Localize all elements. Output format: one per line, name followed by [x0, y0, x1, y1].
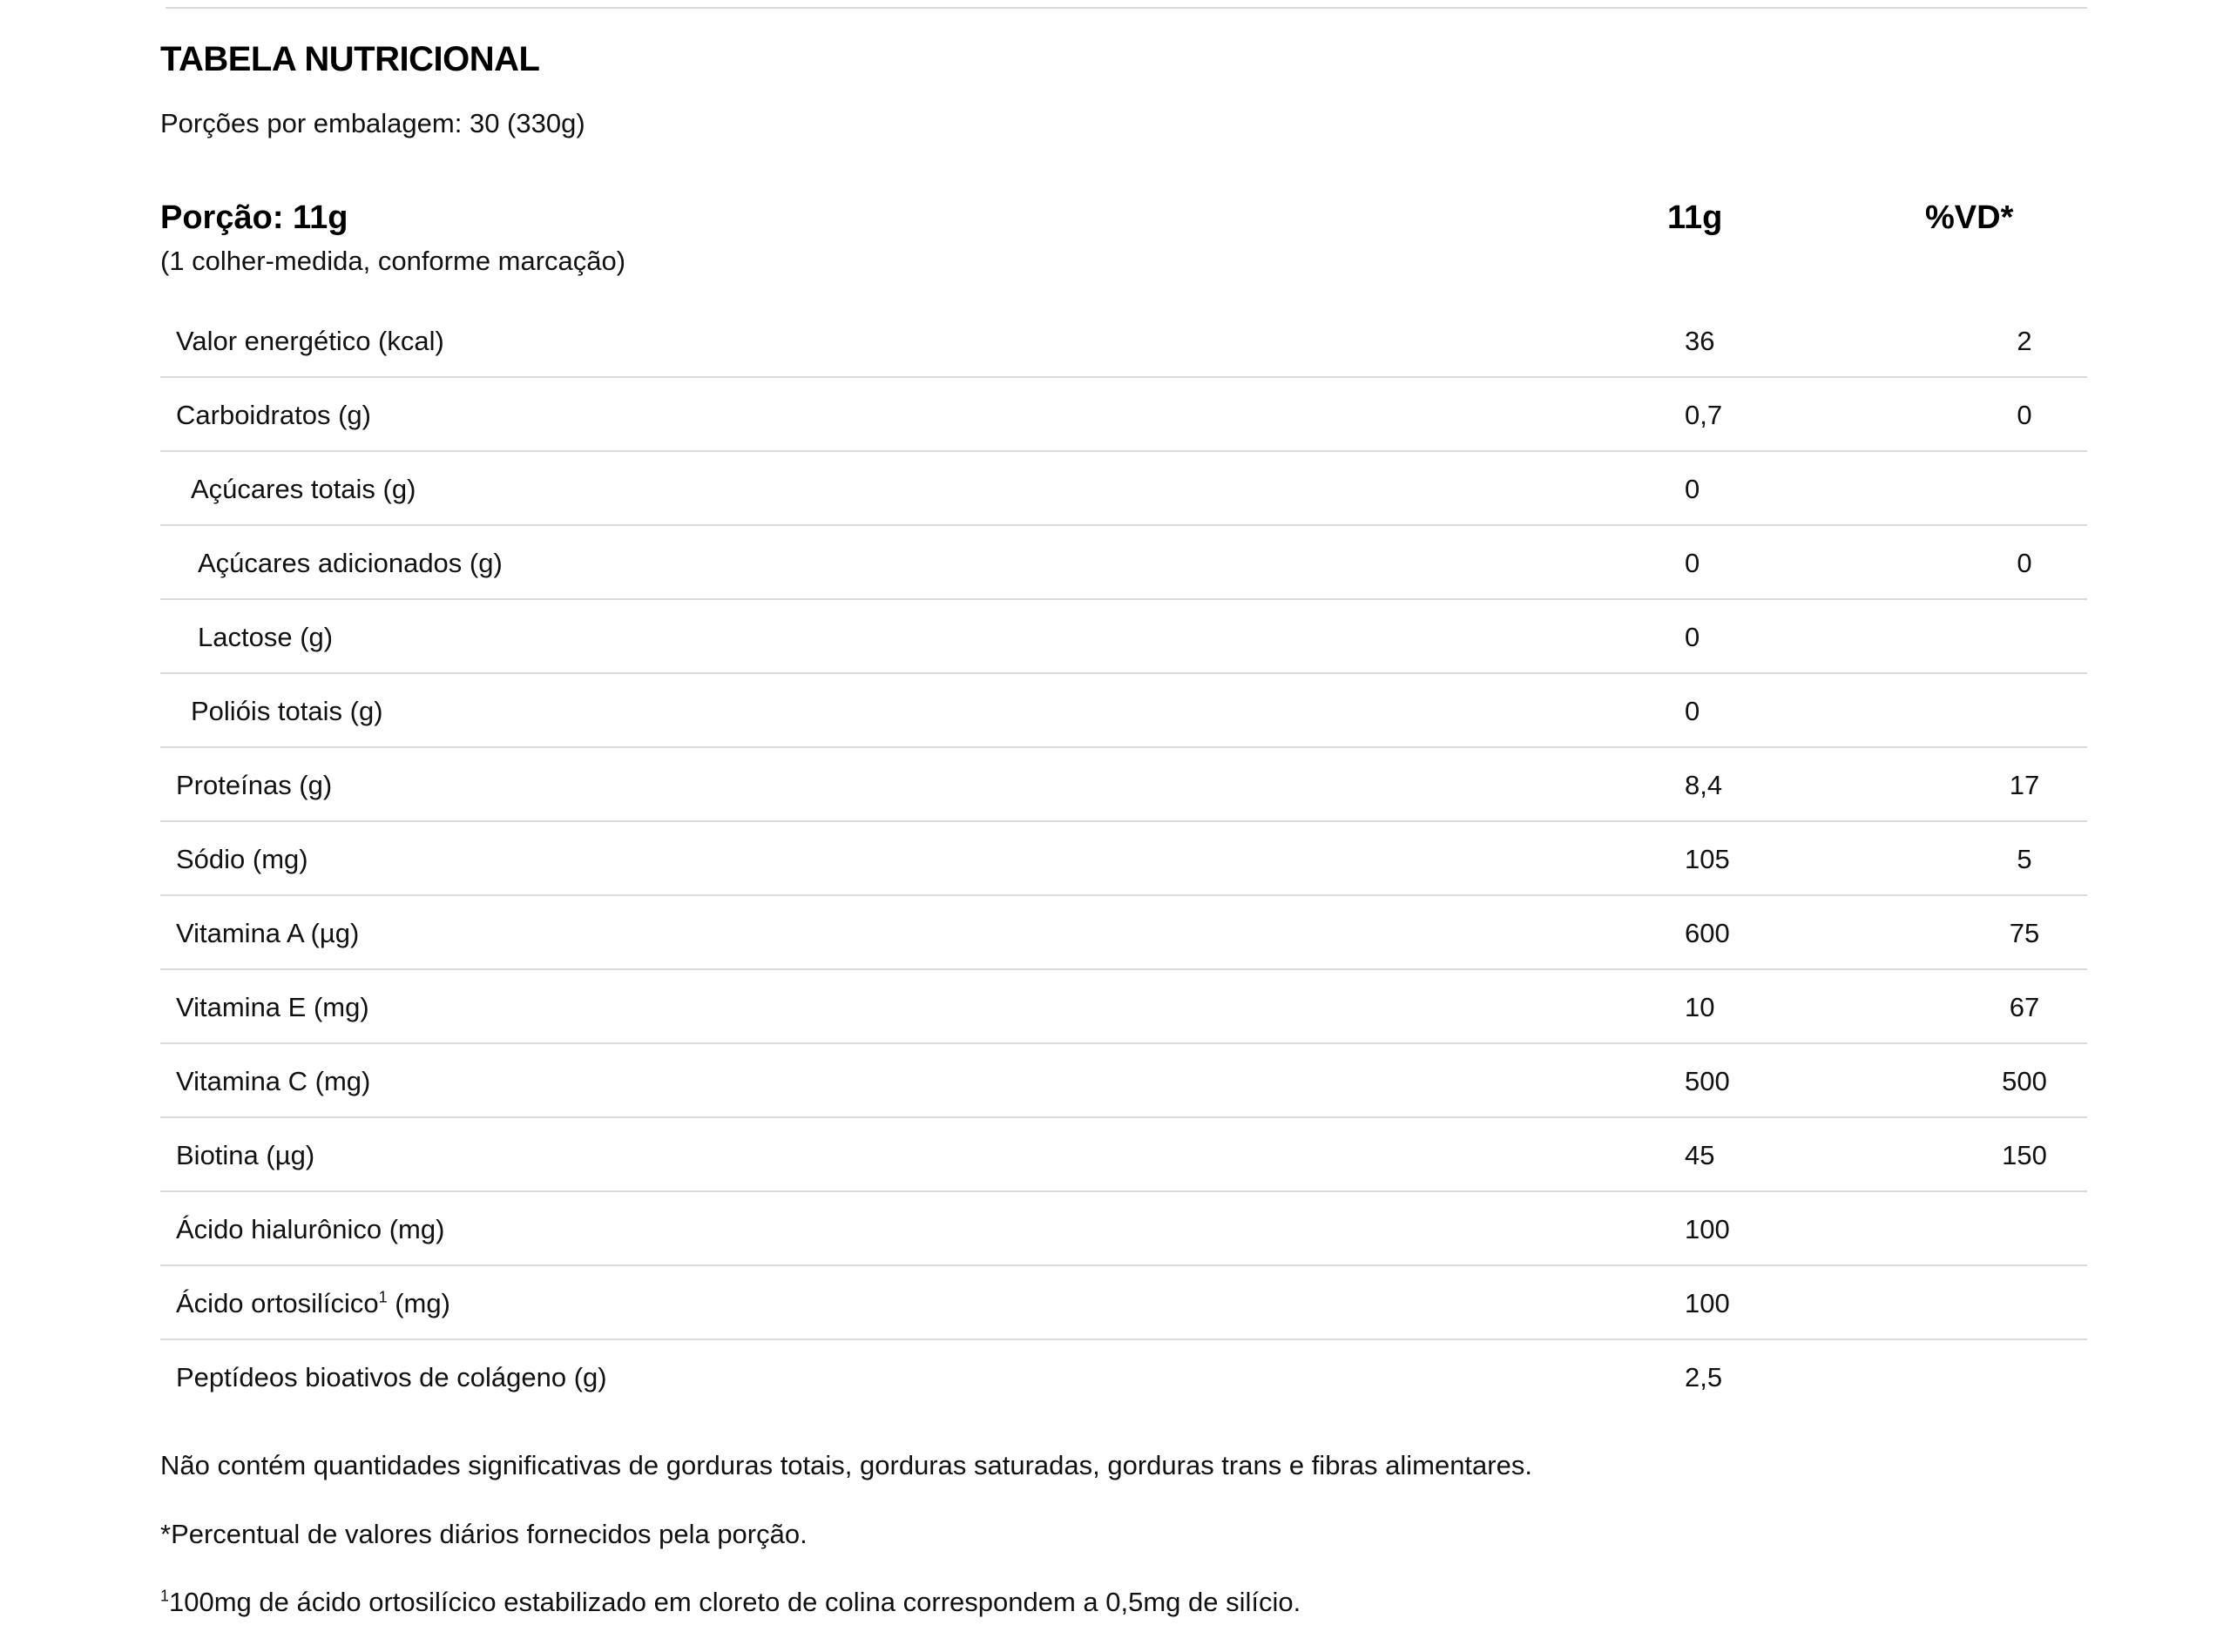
nutrient-amount: 600 [1685, 918, 1730, 948]
nutrient-amount: 500 [1685, 1066, 1730, 1096]
nutrient-name: Açúcares adicionados (g) [198, 548, 503, 578]
nutrient-amount: 0 [1685, 474, 1700, 504]
top-divider [166, 7, 2087, 9]
nutrient-amount: 0,7 [1685, 400, 1723, 430]
nutrient-amount: 0 [1685, 548, 1700, 578]
nutrient-daily-value: 75 [2009, 918, 2040, 948]
footnote-silicon [160, 1585, 1301, 1620]
portion-label: Porção: 11g [160, 199, 348, 236]
nutrient-name: Açúcares totais (g) [191, 474, 416, 504]
nutrient-amount: 100 [1685, 1214, 1730, 1244]
table-row [160, 970, 2087, 1044]
portion-note: (1 colher-medida, conforme marcação) [160, 246, 626, 276]
nutrient-name: Lactose (g) [198, 622, 334, 652]
table-row [160, 1044, 2087, 1118]
nutrient-name: Sódio (mg) [176, 844, 308, 874]
nutrient-daily-value: 150 [2002, 1140, 2047, 1170]
table-row [160, 1192, 2087, 1266]
table-row [160, 452, 2087, 526]
nutrient-name: Vitamina A (µg) [176, 918, 360, 948]
table-row [160, 304, 2087, 378]
table-row [160, 822, 2087, 896]
nutrient-daily-value: 17 [2009, 770, 2040, 800]
nutrient-name: Ácido hialurônico (mg) [176, 1214, 445, 1244]
nutrient-amount: 45 [1685, 1140, 1715, 1170]
nutrient-name: Vitamina C (mg) [176, 1066, 371, 1096]
footnote-marker: 1 [160, 1587, 170, 1605]
table-row [160, 378, 2087, 452]
nutrient-name: Polióis totais (g) [191, 696, 383, 726]
table-row [160, 1340, 2087, 1414]
nutrient-name-text: Ácido ortosilícico [176, 1288, 379, 1318]
table-title: TABELA NUTRICIONAL [160, 40, 540, 78]
table-row [160, 526, 2087, 600]
table-row [160, 1266, 2087, 1340]
table-row [160, 748, 2087, 822]
footnote-daily-value: *Percentual de valores diários fornecidos pela porção. [160, 1519, 808, 1549]
nutrient-name: Peptídeos bioativos de colágeno (g) [176, 1362, 607, 1392]
table-row [160, 1118, 2087, 1192]
nutrient-name: Biotina (µg) [176, 1140, 315, 1170]
nutrient-daily-value: 5 [2017, 844, 2032, 874]
footnote-silicon-text: 100mg de ácido ortosilícico estabilizado em cloreto de colina correspondem a 0,5mg de silício. [169, 1587, 1301, 1617]
nutrient-unit: (mg) [387, 1288, 450, 1318]
column-header-daily-value: %VD* [1925, 199, 2014, 236]
column-header-amount: 11g [1667, 199, 1723, 236]
nutrient-name [176, 1266, 450, 1340]
nutrient-name: Proteínas (g) [176, 770, 333, 800]
table-row [160, 600, 2087, 674]
table-row [160, 674, 2087, 748]
nutrient-amount: 105 [1685, 844, 1730, 874]
nutrient-amount: 10 [1685, 992, 1715, 1022]
nutrient-daily-value: 67 [2009, 992, 2040, 1022]
nutrient-daily-value: 0 [2017, 548, 2032, 578]
servings-per-package: Porções por embalagem: 30 (330g) [160, 108, 585, 138]
nutrient-daily-value: 0 [2017, 400, 2032, 430]
table-row [160, 896, 2087, 970]
nutrient-name: Valor energético (kcal) [176, 326, 444, 356]
nutrient-amount: 100 [1685, 1288, 1730, 1318]
nutrient-daily-value: 500 [2002, 1066, 2047, 1096]
nutrient-amount: 36 [1685, 326, 1715, 356]
nutrition-table [160, 304, 2087, 1414]
nutrient-name: Vitamina E (mg) [176, 992, 369, 1022]
nutrient-name: Carboidratos (g) [176, 400, 371, 430]
nutrient-amount: 0 [1685, 696, 1700, 726]
nutrient-amount: 2,5 [1685, 1362, 1723, 1392]
nutrient-amount: 8,4 [1685, 770, 1723, 800]
nutrient-amount: 0 [1685, 622, 1700, 652]
footnote-not-significant: Não contém quantidades significativas de gorduras totais, gorduras saturadas, gorduras trans e fibras alimentares. [160, 1450, 1532, 1480]
nutrient-daily-value: 2 [2017, 326, 2032, 356]
footnote-marker: 1 [378, 1288, 388, 1306]
